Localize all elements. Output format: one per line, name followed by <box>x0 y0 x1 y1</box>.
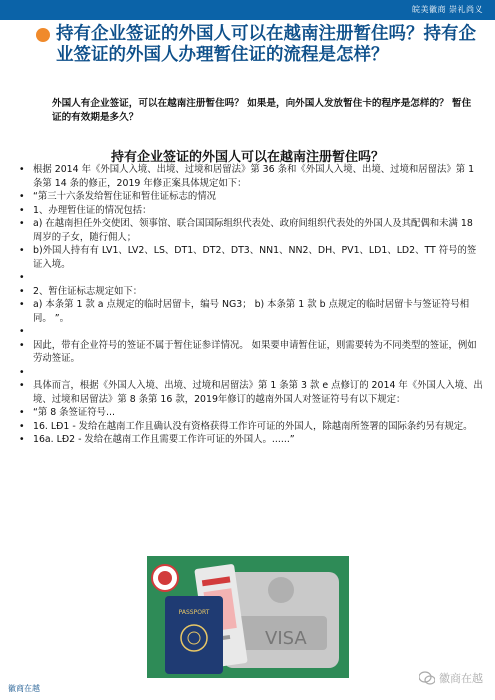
paragraph-14: • 16. LĐ1 - 发给在越南工作且确认没有资格获得工作许可证的外国人，除越南所签署的国际条约另有规定。 <box>16 420 484 434</box>
paragraph-4: • a) 在越南担任外交使团、领事馆、联合国国际组织代表处、政府间组织代表处的外国人及其配偶和未满 18 周岁的子女，随行佣人； <box>16 217 484 244</box>
paragraph-7: • 2、暂住证标志规定如下： <box>16 285 484 299</box>
passport-label: PASSPORT <box>178 609 210 616</box>
wechat-watermark <box>419 670 483 686</box>
paragraph-11-empty <box>16 366 484 380</box>
header-tags: 皖美徽商 崇礼尚义 <box>411 5 483 14</box>
paragraph-5: • b)外国人持有有 LV1、LV2、LS、DT1、DT2、DT3、NN1、NN2、DH、PV1、LD1、LD2、TT 符号的签证入境。 <box>16 244 484 271</box>
paragraph-2: • “第三十六条发给暂住证和暂住证标志的情况 <box>16 190 484 204</box>
watermark-text: 徽商在越 <box>439 672 483 685</box>
paragraph-13: • “第 8 条签证符号... <box>16 406 484 420</box>
paragraph-8: • a) 本条第 1 款 a 点规定的临时居留卡，编号 NG3； b) 本条第 1 款 b 点规定的临时居留卡与签证符号相同。 ”。 <box>16 298 484 325</box>
paragraph-1: • 根据 2014 年《外国人入境、出境、过境和居留法》第 36 条和《外国人入境、出境、过境和居留法》第 1 条第 14 条的修正，2019 年修正案具体规定如下： <box>16 163 484 190</box>
paragraph-12: • 具体而言，根据《外国人入境、出境、过境和居留法》第 1 条第 3 款 e 点修订的 2014 年《外国人入境、出境、过境和居留法》第 8 条第 16 款，2019年修订的越南外国人对签证符号有以下规定： <box>16 379 484 406</box>
body-list <box>16 163 484 447</box>
title-bullet-dot <box>36 28 50 42</box>
section-heading: 持有企业签证的外国人可以在越南注册暂住吗？ <box>110 150 384 165</box>
visa-passport-illustration <box>147 556 349 678</box>
footer-brand: 徽商在越 <box>8 684 40 693</box>
paragraph-3: • 1、办理暂住证的情况包括： <box>16 204 484 218</box>
paragraph-6-empty <box>16 271 484 285</box>
wechat-icon <box>419 671 435 685</box>
header-bar <box>0 0 495 20</box>
visa-label: VISA <box>265 628 307 649</box>
paragraph-15: • 16a. LĐ2 - 发给在越南工作且需要工作许可证的外国人。......” <box>16 433 484 447</box>
article-subtitle: 外国人有企业签证，可以在越南注册暂住吗？ 如果是，向外国人发放暂住卡的程序是怎样的？ 暂住证的有效期是多久？ <box>52 98 472 123</box>
article-title: 持有企业签证的外国人可以在越南注册暂住吗？持有企业签证的外国人办理暂住证的流程是怎样？ <box>56 24 476 65</box>
paragraph-9-empty <box>16 325 484 339</box>
paragraph-10: • 因此，带有企业符号的签证不属于暂住证参详情况。 如果要申请暂住证，则需要转为不同类型的签证，例如劳动签证。 <box>16 339 484 366</box>
